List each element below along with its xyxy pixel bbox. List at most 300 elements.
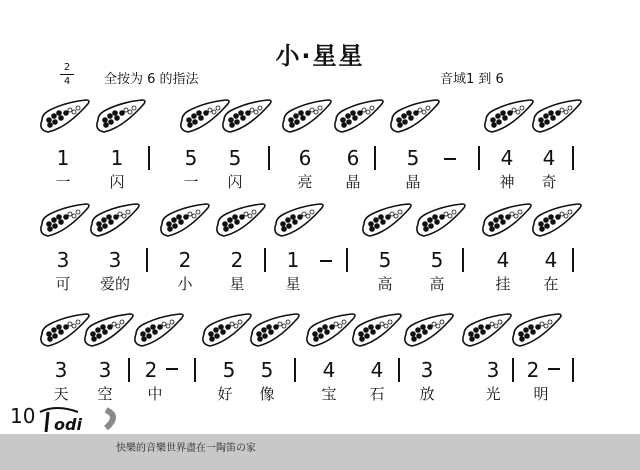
- ocarina-hole: [197, 111, 202, 116]
- footer-band: [0, 434, 640, 470]
- ocarina-hole: [524, 328, 529, 333]
- ocarina-hole: [510, 212, 514, 216]
- ocarina-hole: [210, 337, 215, 342]
- ocarina-hole: [172, 218, 177, 223]
- lyric: 晶: [345, 173, 361, 191]
- ocarina-hole: [57, 111, 62, 116]
- ocarina-hole: [208, 108, 212, 112]
- ocarina-hole: [429, 224, 434, 229]
- note: 5: [260, 358, 274, 382]
- lyric: 像: [259, 385, 275, 403]
- ocarina-hole: [394, 214, 398, 218]
- note: 5: [378, 248, 392, 272]
- ocarina-hole: [103, 224, 108, 229]
- ocarina-hole: [421, 325, 426, 330]
- ocarina-hole: [240, 215, 245, 220]
- ocarina-hole: [233, 215, 238, 220]
- note: 4: [370, 358, 384, 382]
- ocarina-hole: [57, 215, 62, 220]
- ocarina-hole: [520, 337, 525, 342]
- note: 6: [298, 146, 312, 170]
- ocarina-hole: [59, 220, 64, 225]
- ocarina-hole: [53, 334, 58, 339]
- ocarina-body: [283, 100, 331, 132]
- ocarina-fingering-icon: [508, 312, 566, 352]
- ocarina-hole: [409, 116, 414, 121]
- ocarina-hole: [351, 111, 356, 116]
- ocarina-hole: [366, 110, 370, 114]
- range-note: 音域1 到 6: [440, 72, 504, 87]
- lyric: 挂: [495, 275, 511, 293]
- ocarina-hole: [525, 334, 530, 339]
- ocarina-hole: [334, 322, 338, 326]
- ocarina-hole: [286, 218, 291, 223]
- note: 5: [406, 146, 420, 170]
- ocarina-hole: [440, 215, 445, 220]
- ocarina-hole: [416, 328, 421, 333]
- ocarina-hole: [426, 106, 430, 110]
- ocarina-hole: [293, 220, 298, 225]
- ocarina-hole: [388, 320, 392, 324]
- footer-slogan: 快樂的音樂世界盡在一陶笛の家: [116, 443, 256, 454]
- ocarina-hole: [230, 123, 235, 128]
- ocarina-body: [485, 100, 533, 132]
- ocarina-hole: [153, 330, 158, 335]
- ocarina-hole: [235, 120, 240, 125]
- ocarina-hole: [72, 214, 76, 218]
- bar-line: [264, 248, 266, 272]
- ocarina-hole: [258, 337, 263, 342]
- lyric: 晶: [405, 173, 421, 191]
- ocarina-body: [533, 100, 581, 132]
- ocarina-fingering-icon: [400, 312, 458, 352]
- ocarina-hole: [512, 108, 516, 112]
- ocarina-hole: [374, 218, 379, 223]
- bar-line: [572, 248, 574, 272]
- ocarina-hole: [267, 325, 272, 330]
- ocarina-fingering-icon: [278, 98, 336, 138]
- lyric: 高: [377, 275, 393, 293]
- note: 3: [486, 358, 500, 382]
- ocarina-hole: [491, 118, 496, 123]
- ocarina-hole: [114, 215, 119, 220]
- ocarina-hole: [301, 116, 306, 121]
- ocarina-hole: [219, 325, 224, 330]
- ocarina-body: [161, 204, 209, 236]
- ocarina-hole: [548, 320, 552, 324]
- logo-arc: [106, 410, 113, 428]
- ocarina-hole: [102, 218, 107, 223]
- ocarina-hole: [474, 328, 479, 333]
- ocarina-hole: [229, 118, 234, 123]
- ocarina-body: [41, 100, 89, 132]
- ocarina-hole: [564, 214, 568, 218]
- ocarina-hole: [470, 337, 475, 342]
- ocarina-hole: [506, 215, 511, 220]
- ocarina-hole: [92, 337, 97, 342]
- ocarina-hole: [124, 108, 128, 112]
- ocarina-hole: [452, 210, 456, 214]
- lyric: 一: [183, 173, 199, 191]
- ocarina-hole: [52, 218, 57, 223]
- ocarina-hole: [98, 227, 103, 232]
- ocarina-hole: [120, 111, 125, 116]
- ocarina-hole: [108, 114, 113, 119]
- ocarina-hole: [540, 123, 545, 128]
- ocarina-hole: [560, 212, 564, 216]
- note: 2: [144, 358, 158, 382]
- ocarina-hole: [142, 337, 147, 342]
- ocarina-fingering-icon: [412, 202, 470, 242]
- logo: [36, 406, 126, 434]
- ocarina-fingering-icon: [386, 98, 444, 138]
- ocarina-body: [251, 314, 299, 346]
- ocarina-hole: [173, 224, 178, 229]
- ocarina-hole: [376, 325, 381, 330]
- ocarina-fingering-icon: [270, 202, 328, 242]
- ocarina-hole: [103, 330, 108, 335]
- ocarina-hole: [402, 114, 407, 119]
- ocarina-hole: [72, 110, 76, 114]
- ocarina-hole: [424, 227, 429, 232]
- ocarina-hole: [126, 210, 130, 214]
- note: 5: [184, 146, 198, 170]
- bar-line: [146, 248, 148, 272]
- time-signature: [60, 62, 74, 87]
- bar-line: [462, 248, 464, 272]
- ocarina-hole: [47, 222, 52, 227]
- ocarina-hole: [72, 324, 76, 328]
- ocarina-hole: [342, 320, 346, 324]
- ocarina-fingering-icon: [86, 202, 144, 242]
- bar-line: [128, 358, 130, 382]
- lyric: 奇: [541, 173, 557, 191]
- dash: [166, 368, 178, 370]
- note: 5: [430, 248, 444, 272]
- ocarina-hole: [397, 118, 402, 123]
- lyrics-row-1: [0, 172, 640, 192]
- logo-stem: [46, 412, 48, 432]
- ocarina-fingering-icon: [348, 312, 406, 352]
- ocarina-hole: [403, 120, 408, 125]
- ocarina-hole: [418, 108, 422, 112]
- ocarina-hole: [318, 328, 323, 333]
- ocarina-hole: [516, 110, 520, 114]
- ocarina-hole: [101, 325, 106, 330]
- lyric: 宝: [321, 385, 337, 403]
- ocarina-hole: [448, 214, 452, 218]
- ocarina-hole: [290, 123, 295, 128]
- ocarina-hole: [346, 114, 351, 119]
- ocarina-hole: [556, 111, 561, 116]
- note: 2: [526, 358, 540, 382]
- page-number: 10: [10, 404, 36, 428]
- ocarina-hole: [112, 322, 116, 326]
- ocarina-body: [335, 100, 383, 132]
- ocarina-hole: [519, 332, 524, 337]
- bar-line: [512, 358, 514, 382]
- ocarina-hole: [282, 227, 287, 232]
- ocarina-body: [217, 204, 265, 236]
- ocarina-hole: [151, 325, 156, 330]
- ocarina-hole: [57, 325, 62, 330]
- ocarina-hole: [379, 215, 384, 220]
- ocarina-hole: [302, 212, 306, 216]
- ocarina-hole: [338, 324, 342, 328]
- ocarina-hole: [407, 111, 412, 116]
- ocarina-hole: [52, 328, 57, 333]
- ocarina-body: [391, 100, 439, 132]
- ocarina-hole: [193, 120, 198, 125]
- ocarina-hole: [179, 220, 184, 225]
- bar-line: [572, 146, 574, 170]
- ocarina-hole: [545, 120, 550, 125]
- note: 3: [108, 248, 122, 272]
- ocarina-hole: [560, 108, 564, 112]
- ocarina-hole: [556, 215, 561, 220]
- notes-row-2: [0, 248, 640, 276]
- ocarina-hole: [314, 110, 318, 114]
- ocarina-hole: [549, 215, 554, 220]
- time-signature-top: 2: [63, 62, 71, 73]
- ocarina-hole: [411, 332, 416, 337]
- ocarina-body: [223, 100, 271, 132]
- ocarina-hole: [263, 334, 268, 339]
- ocarina-hole: [436, 324, 440, 328]
- ocarina-hole: [412, 337, 417, 342]
- note: 5: [228, 146, 242, 170]
- ocarina-hole: [540, 227, 545, 232]
- ocarina-hole: [188, 123, 193, 128]
- ocarina-hole: [248, 214, 252, 218]
- lyric: 闪: [227, 173, 243, 191]
- ocarina-hole: [166, 324, 170, 328]
- ocarina-hole: [540, 322, 544, 326]
- lyric: 一: [55, 173, 71, 191]
- ocarina-hole: [53, 120, 58, 125]
- ocarina-hole: [318, 106, 322, 110]
- ocarina-hole: [167, 222, 172, 227]
- ocarina-hole: [214, 328, 219, 333]
- ocarina-hole: [192, 214, 196, 218]
- ocarina-fingering-icon: [528, 98, 586, 138]
- ocarina-hole: [115, 116, 120, 121]
- ocarina-hole: [170, 320, 174, 324]
- ocarina-hole: [184, 215, 189, 220]
- ocarina-hole: [486, 325, 491, 330]
- note: 3: [54, 358, 68, 382]
- lyric: 星: [229, 275, 245, 293]
- ocarina-hole: [310, 210, 314, 214]
- ocarina-hole: [325, 330, 330, 335]
- bar-line: [294, 358, 296, 382]
- ocarina-hole: [539, 118, 544, 123]
- ocarina-hole: [358, 111, 363, 116]
- logo-swoosh: [40, 408, 78, 412]
- ocarina-hole: [64, 215, 69, 220]
- ocarina-hole: [390, 212, 394, 216]
- lyric: 亮: [297, 173, 313, 191]
- ocarina-hole: [146, 328, 151, 333]
- ocarina-hole: [68, 212, 72, 216]
- ocarina-fingering-icon: [528, 202, 586, 242]
- time-signature-line: [60, 74, 74, 75]
- ocarina-hole: [423, 330, 428, 335]
- lyric: 闪: [109, 173, 125, 191]
- ocarina-hole: [428, 218, 433, 223]
- ocarina-fingering-icon: [36, 98, 94, 138]
- ocarina-hole: [96, 328, 101, 333]
- ocarina-hole: [529, 325, 534, 330]
- lyric: 小: [177, 275, 193, 293]
- ocarina-hole: [47, 118, 52, 123]
- ocarina-hole: [230, 322, 234, 326]
- lyric: 天: [53, 385, 69, 403]
- ocarina-hole: [229, 224, 234, 229]
- note: 4: [322, 358, 336, 382]
- ocarina-hole: [168, 227, 173, 232]
- ocarina-hole: [108, 325, 113, 330]
- ocarina-hole: [370, 106, 374, 110]
- note: 5: [222, 358, 236, 382]
- ocarina-hole: [495, 224, 500, 229]
- ocarina-hole: [177, 215, 182, 220]
- ocarina-hole: [257, 332, 262, 337]
- note: 2: [178, 248, 192, 272]
- lyric: 爱的: [99, 275, 130, 293]
- ocarina-hole: [494, 218, 499, 223]
- logo-text: odi: [54, 415, 82, 434]
- dash: [320, 260, 332, 262]
- ocarina-hole: [97, 222, 102, 227]
- lyric: 光: [485, 385, 501, 403]
- ocarina-body: [533, 204, 581, 236]
- lyric: 可: [55, 275, 71, 293]
- ocarina-hole: [147, 334, 152, 339]
- ocarina-hole: [228, 218, 233, 223]
- ocarina-hole: [444, 212, 448, 216]
- lyric: 星: [285, 275, 301, 293]
- ocarina-row-1: [0, 96, 640, 146]
- ocarina-hole: [109, 220, 114, 225]
- ocarina-hole: [212, 110, 216, 114]
- ocarina-hole: [132, 106, 136, 110]
- ocarina-hole: [414, 111, 419, 116]
- ocarina-hole: [531, 330, 536, 335]
- ocarina-hole: [423, 222, 428, 227]
- ocarina-hole: [199, 116, 204, 121]
- ocarina-hole: [386, 215, 391, 220]
- ocarina-hole: [433, 215, 438, 220]
- ocarina-hole: [116, 324, 120, 328]
- ocarina-hole: [246, 111, 251, 116]
- notes-row-3: [0, 358, 640, 386]
- ocarina-hole: [196, 210, 200, 214]
- ocarina-hole: [252, 210, 256, 214]
- ocarina-hole: [64, 325, 69, 330]
- ocarina-hole: [188, 212, 192, 216]
- ocarina-hole: [289, 118, 294, 123]
- ocarina-hole: [432, 322, 436, 326]
- ocarina-hole: [274, 325, 279, 330]
- ocarina-body: [405, 314, 453, 346]
- ocarina-hole: [545, 224, 550, 229]
- ocarina-hole: [489, 222, 494, 227]
- ocarina-hole: [120, 320, 124, 324]
- ocarina-hole: [359, 332, 364, 337]
- ocarina-hole: [306, 111, 311, 116]
- ocarina-hole: [254, 110, 258, 114]
- lyric: 空: [97, 385, 113, 403]
- ocarina-body: [353, 314, 401, 346]
- ocarina-fingering-icon: [156, 202, 214, 242]
- ocarina-hole: [544, 324, 548, 328]
- ocarina-hole: [234, 114, 239, 119]
- bar-line: [148, 146, 150, 170]
- ocarina-hole: [314, 337, 319, 342]
- ocarina-hole: [490, 322, 494, 326]
- ocarina-hole: [278, 322, 282, 326]
- note: 1: [110, 146, 124, 170]
- ocarina-hole: [360, 337, 365, 342]
- ocarina-hole: [330, 325, 335, 330]
- ocarina-hole: [498, 320, 502, 324]
- ocarina-hole: [499, 215, 504, 220]
- ocarina-fingering-icon: [130, 312, 188, 352]
- ocarina-hole: [76, 210, 80, 214]
- ocarina-hole: [492, 123, 497, 128]
- ocarina-hole: [353, 116, 358, 121]
- ocarina-hole: [539, 222, 544, 227]
- fingering-note: 全按为 6 的指法: [104, 72, 199, 87]
- ocarina-hole: [518, 210, 522, 214]
- ocarina-row-3: [0, 310, 640, 360]
- bar-line: [572, 358, 574, 382]
- ocarina-hole: [490, 227, 495, 232]
- ocarina-hole: [295, 120, 300, 125]
- ocarina-hole: [107, 215, 112, 220]
- ocarina-hole: [501, 220, 506, 225]
- ocarina-hole: [428, 325, 433, 330]
- ocarina-hole: [398, 210, 402, 214]
- notes-row-1: [0, 146, 640, 174]
- ocarina-hole: [226, 325, 231, 330]
- ocarina-hole: [224, 227, 229, 232]
- ocarina-hole: [310, 108, 314, 112]
- ocarina-hole: [299, 111, 304, 116]
- ocarina-hole: [204, 111, 209, 116]
- ocarina-hole: [496, 114, 501, 119]
- note: 6: [346, 146, 360, 170]
- lyric: 中: [147, 385, 163, 403]
- ocarina-row-2: [0, 200, 640, 250]
- ocarina-hole: [239, 111, 244, 116]
- lyric: 神: [499, 173, 515, 191]
- ocarina-hole: [68, 322, 72, 326]
- ocarina-fingering-icon: [218, 98, 276, 138]
- ocarina-hole: [568, 210, 572, 214]
- ocarina-body: [363, 204, 411, 236]
- lyric: 石: [369, 385, 385, 403]
- ocarina-hole: [241, 116, 246, 121]
- ocarina-body: [97, 100, 145, 132]
- ocarina-hole: [287, 224, 292, 229]
- ocarina-hole: [364, 328, 369, 333]
- lyric: 放: [419, 385, 435, 403]
- ocarina-hole: [162, 322, 166, 326]
- ocarina-hole: [384, 324, 388, 328]
- ocarina-hole: [187, 118, 192, 123]
